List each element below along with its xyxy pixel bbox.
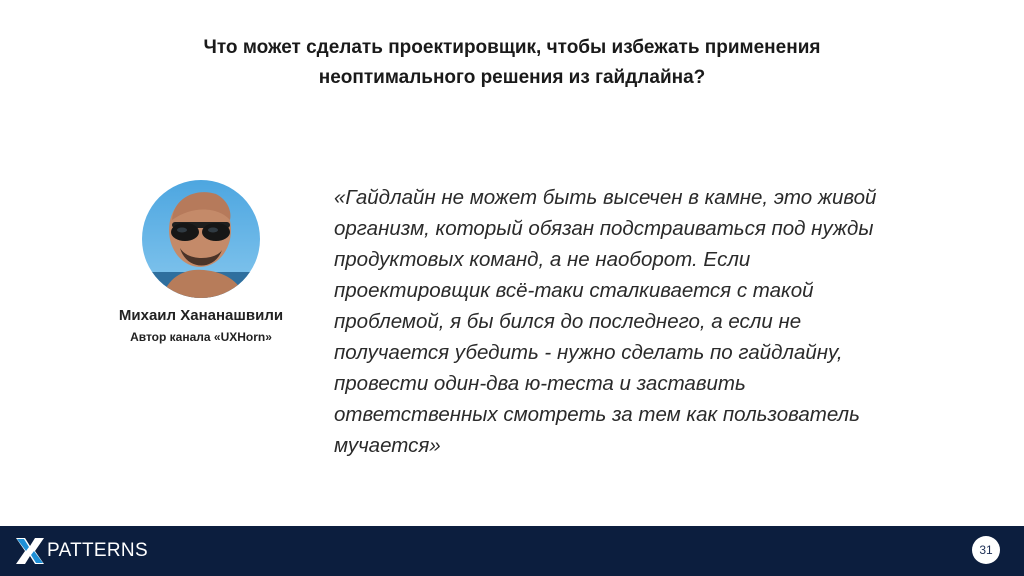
slide-title-line-1: Что может сделать проектировщик, чтобы избежать применения xyxy=(203,37,821,58)
page-number-badge: 31 xyxy=(972,536,1000,564)
quote-line: ответственных смотреть за тем как пользователь xyxy=(334,403,860,426)
quote-text xyxy=(334,182,974,461)
xpatterns-logo xyxy=(14,534,148,568)
quote-line: проблемой, я бы бился до последнего, а если не xyxy=(334,310,802,333)
footer-bar xyxy=(0,526,1024,576)
slide-title-line-2: неоптимального решения из гайдлайна? xyxy=(318,67,706,88)
author-role: Автор канала «UXHorn» xyxy=(130,330,272,344)
slide-title xyxy=(100,33,924,93)
quote-line: организм, который обязан подстраиваться под нужды xyxy=(334,217,874,240)
x-logo-icon xyxy=(14,535,46,567)
author-name: Михаил Хананашвили xyxy=(118,307,284,324)
quote-line: «Гайдлайн не может быть высечен в камне, это живой xyxy=(334,186,877,209)
quote-line: проектировщик всё-таки сталкивается с такой xyxy=(334,279,814,302)
quote-line: провести один-два ю-теста и заставить xyxy=(334,372,746,395)
author-photo xyxy=(142,180,260,298)
quote-line: получается убедить - нужно сделать по гайдлайну, xyxy=(334,341,843,364)
author-avatar xyxy=(142,180,260,298)
quote-line: продуктовых команд, а не наоборот. Если xyxy=(334,248,751,271)
quote-line: мучается» xyxy=(334,434,441,457)
logo-wordmark: PATTERNS xyxy=(47,540,148,561)
